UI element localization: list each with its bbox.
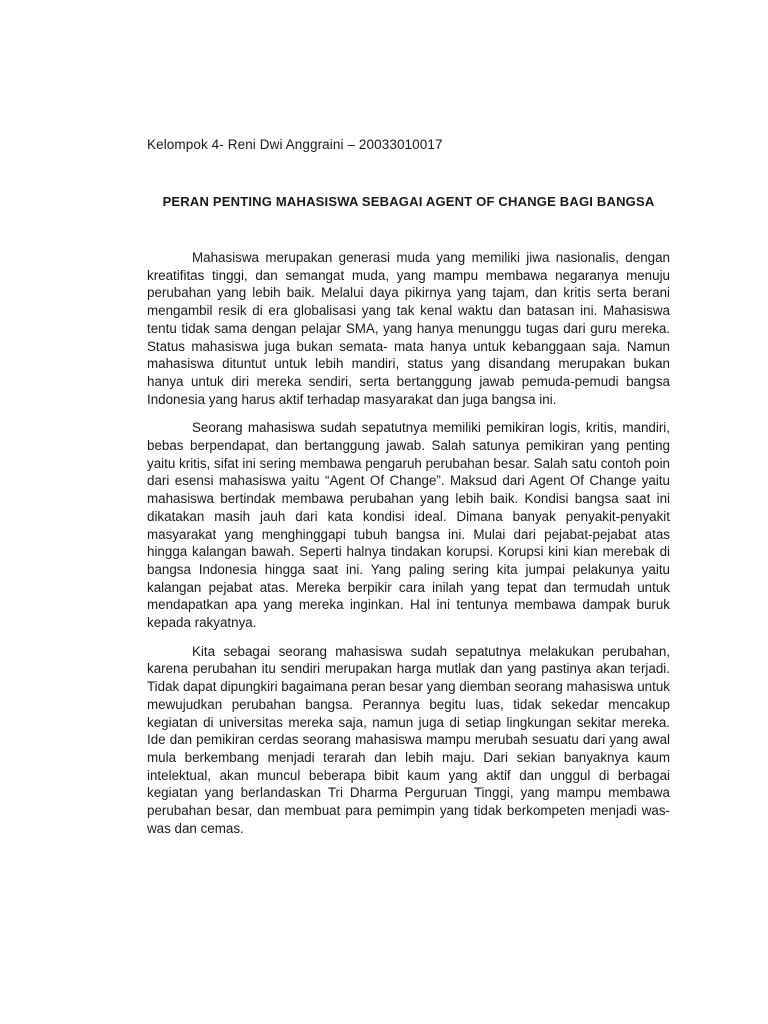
body-paragraph-3: Kita sebagai seorang mahasiswa sudah sepatutnya melakukan perubahan, karena perubahan itu sendiri merupakan harga mutlak dan yang pastinya akan terjadi. Tidak dapat dipungkiri bagaimana peran besar yang diemban seorang mahasiswa untuk mewujudkan perubahan bangsa. Perannya begitu luas, tidak sekedar mencakup kegiatan di universitas mereka saja, namun juga di setiap lingkungan sekitar mereka. Ide dan pemikiran cerdas seorang mahasiswa mampu merubah sesuatu dari yang awal mula berkembang menjadi terarah dan lebih maju. Dari sekian banyaknya kaum intelektual, akan muncul beberapa bibit kaum yang aktif dan unggul di berbagai kegiatan yang berlandaskan Tri Dharma Perguruan Tinggi, yang mampu membawa perubahan besar, dan membuat para pemimpin yang tidak berkompeten menjadi was-was dan cemas.: [147, 643, 670, 836]
document-page: [147, 136, 670, 849]
body-paragraph-2: Seorang mahasiswa sudah sepatutnya memiliki pemikiran logis, kritis, mandiri, bebas berpendapat, dan bertanggung jawab. Salah satunya pemikiran yang penting yaitu kritis, sifat ini sering membawa pengaruh perubahan besar. Salah satu contoh poin dari esensi mahasiswa yaitu “Agent Of Change”. Maksud dari Agent Of Change yaitu mahasiswa bertindak membawa perubahan yang lebih baik. Kondisi bangsa saat ini dikatakan masih jauh dari kata kondisi ideal. Dimana banyak penyakit-penyakit masyarakat yang menghinggapi tubuh bangsa ini. Mulai dari pejabat-pejabat atas hingga kalangan bawah. Seperti halnya tindakan korupsi. Korupsi kini kian merebak di bangsa Indonesia hingga saat ini. Yang paling sering kita jumpai pelakunya yaitu kalangan pejabat atas. Mereka berpikir cara inilah yang tepat dan termudah untuk mendapatkan apa yang mereka inginkan. Hal ini tentunya membawa dampak buruk kepada rakyatnya.: [147, 420, 670, 631]
author-line: Kelompok 4- Reni Dwi Anggraini – 20033010017: [147, 137, 443, 152]
document-title: PERAN PENTING MAHASISWA SEBAGAI AGENT OF CHANGE BAGI BANGSA: [162, 194, 655, 209]
body-paragraph-1: Mahasiswa merupakan generasi muda yang memiliki jiwa nasionalis, dengan kreatifitas tinggi, dan semangat muda, yang mampu membawa negaranya menuju perubahan yang lebih baik. Melalui daya pikirnya yang tajam, dan kritis serta berani mengambil resik di era globalisasi yang tak kenal waktu dan batasan ini. Mahasiswa tentu tidak sama dengan pelajar SMA, yang hanya menunggu tugas dari guru mereka. Status mahasiswa juga bukan semata- mata hanya untuk kebanggaan saja. Namun mahasiswa dituntut untuk lebih mandiri, status yang disandang merupakan bukan hanya untuk diri mereka sendiri, serta bertanggung jawab pemuda-pemudi bangsa Indonesia yang harus aktif terhadap masyarakat dan juga bangsa ini.: [147, 250, 670, 407]
